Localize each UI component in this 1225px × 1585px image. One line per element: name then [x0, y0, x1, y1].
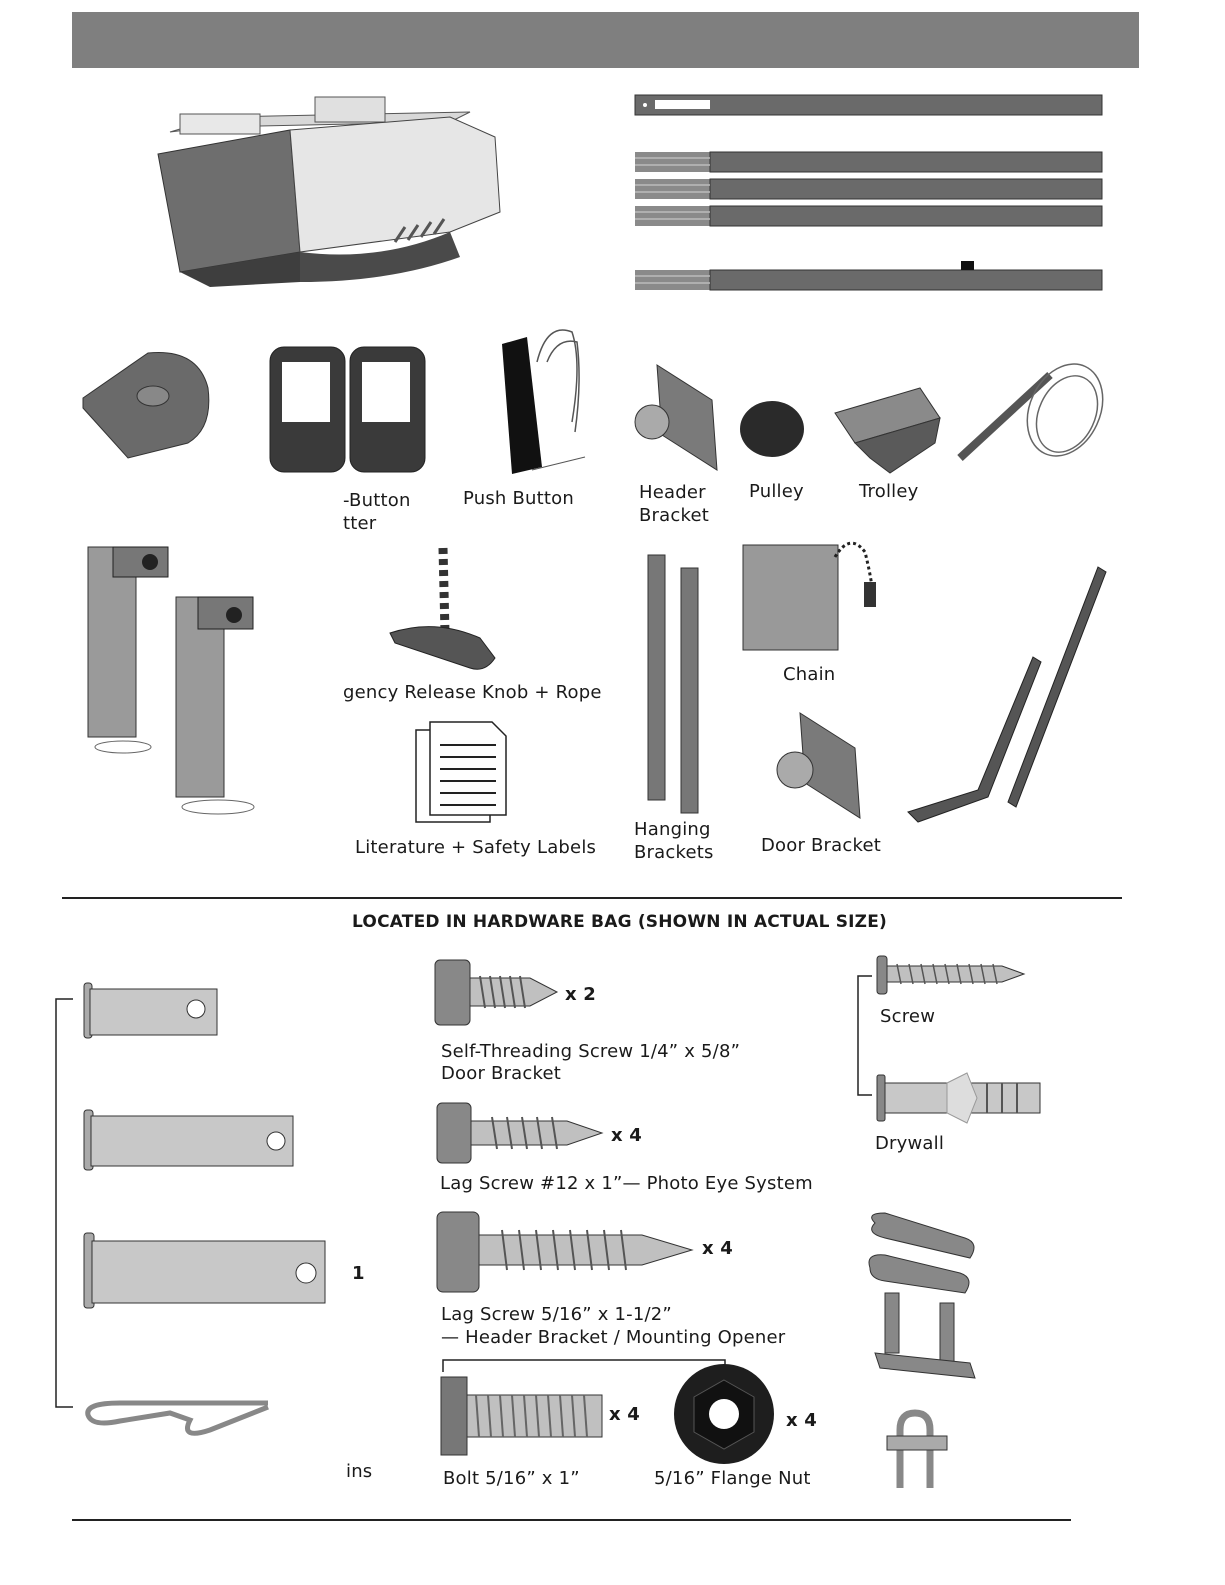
self-threading-screw-label-line2: Door Bracket	[441, 1063, 561, 1084]
lag-screw-516-label-line1: Lag Screw 5/16” x 1-1/2”	[441, 1304, 672, 1325]
screw-label: Screw	[880, 1006, 936, 1027]
remote-controls-illustration	[265, 342, 435, 482]
pin-count: 1	[352, 1263, 365, 1284]
screw-illustration	[877, 952, 1027, 997]
self-threading-screw-label-line1: Self-Threading Screw 1/4” x 5/8”	[441, 1041, 741, 1062]
hairpin-cotter-illustration	[80, 1385, 280, 1445]
section-divider	[62, 897, 1122, 899]
clevis-pin-small-illustration	[80, 983, 220, 1038]
insulated-staple-illustration	[882, 1408, 952, 1493]
self-threading-screw-qty: x 2	[565, 984, 597, 1005]
bolt-label: Bolt 5/16” x 1”	[443, 1468, 580, 1489]
lag-screw-516-qty: x 4	[702, 1238, 734, 1259]
hardware-section-title: LOCATED IN HARDWARE BAG (SHOWN IN ACTUAL SIZE)	[352, 912, 887, 932]
trolley-illustration	[830, 383, 945, 478]
trolley-label: Trolley	[859, 481, 919, 502]
drywall-anchor-illustration	[877, 1073, 1042, 1123]
push-button-illustration	[487, 322, 587, 482]
bolt-qty: x 4	[609, 1404, 641, 1425]
rail-sections-illustration	[635, 95, 1105, 295]
pulley-label: Pulley	[749, 481, 804, 502]
drywall-anchor-label: Drywall	[875, 1133, 945, 1154]
screw-anchor-bracket	[857, 975, 873, 1097]
bolt-illustration	[441, 1377, 606, 1457]
lag-screw-12-qty: x 4	[611, 1125, 643, 1146]
lag-screw-12-label: Lag Screw #12 x 1”— Photo Eye System	[440, 1173, 813, 1194]
remote-label-line2: tter	[343, 513, 377, 534]
literature-label: Literature + Safety Labels	[355, 837, 597, 858]
clevis-pin-medium-illustration	[80, 1110, 295, 1170]
bottom-divider	[72, 1519, 1071, 1521]
safety-sensors-illustration	[78, 537, 268, 817]
opener-motor-unit-illustration	[150, 92, 490, 292]
clevis-pin-large-illustration	[80, 1233, 330, 1308]
chain-box-illustration	[740, 527, 890, 657]
flange-nut-illustration	[672, 1362, 777, 1467]
door-arms-illustration	[903, 562, 1113, 827]
light-lens-illustration	[78, 348, 218, 468]
lag-screw-12-illustration	[437, 1101, 607, 1166]
flange-nut-qty: x 4	[786, 1410, 818, 1431]
self-threading-screw-illustration	[435, 958, 565, 1028]
door-bracket-label: Door Bracket	[761, 835, 881, 856]
header-bracket-label-line1: Header	[639, 482, 706, 503]
lag-screw-516-label-line2: — Header Bracket / Mounting Opener	[441, 1327, 786, 1348]
release-knob-illustration	[385, 543, 505, 678]
hanging-brackets-label-line2: Brackets	[634, 842, 714, 863]
remote-label-line1: -Button	[343, 490, 411, 511]
chain-label: Chain	[783, 664, 836, 685]
header-bracket-label-line2: Bracket	[639, 505, 709, 526]
flange-nut-label: 5/16” Flange Nut	[654, 1468, 811, 1489]
header-bracket-illustration	[632, 360, 722, 475]
literature-icon	[414, 720, 509, 825]
header-bar	[72, 12, 1139, 68]
hanging-brackets-label-line1: Hanging	[634, 819, 711, 840]
clevis-pins-bracket	[55, 998, 75, 1408]
master-link-illustration	[865, 1213, 985, 1378]
push-button-label: Push Button	[463, 488, 574, 509]
release-knob-label: gency Release Knob + Rope	[343, 682, 602, 703]
pins-label: ins	[346, 1461, 373, 1482]
lag-screw-516-illustration	[437, 1210, 697, 1295]
wire-cable-illustration	[955, 350, 1105, 465]
hanging-brackets-illustration	[645, 553, 705, 813]
door-bracket-illustration	[770, 708, 870, 828]
pulley-illustration	[737, 398, 807, 460]
